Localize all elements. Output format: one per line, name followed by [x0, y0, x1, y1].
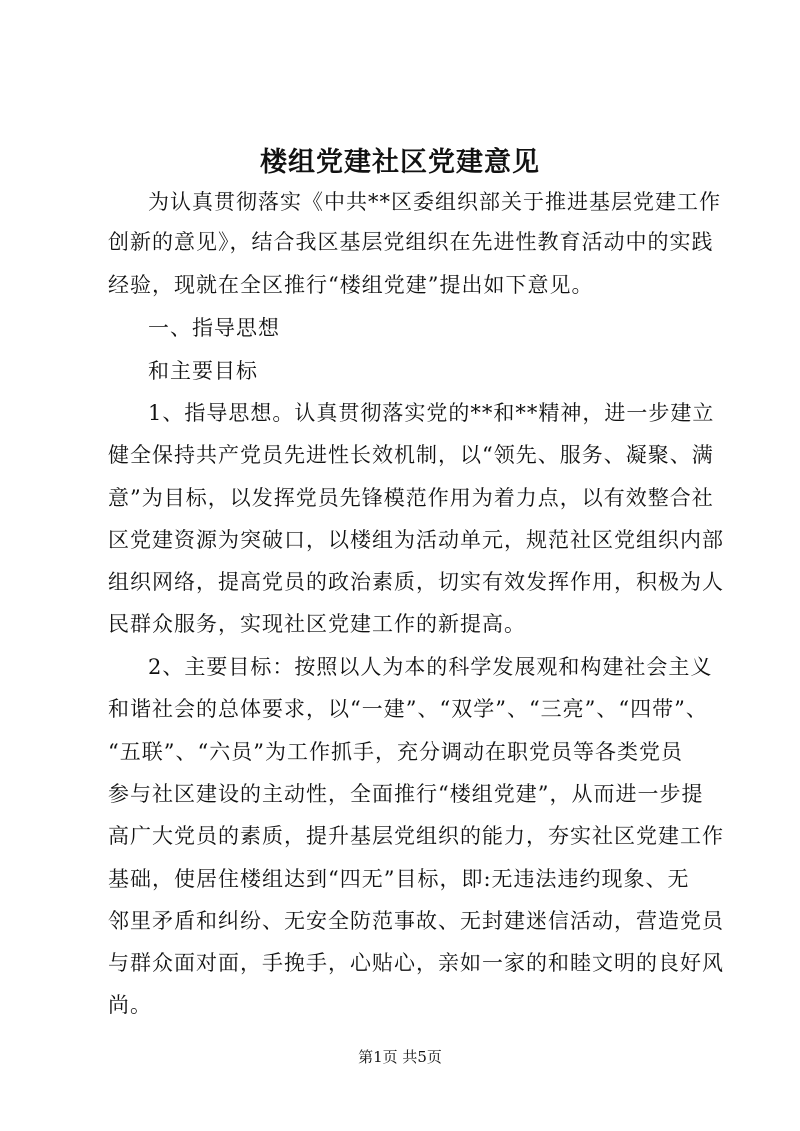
body-line-19: 与群众面对面，手挽手，心贴心，亲如一家的和睦文明的良好风 — [108, 951, 724, 975]
body-line-12: 2、主要目标：按照以人为本的科学发展观和构建社会主义 — [148, 655, 713, 679]
body-line-20: 尚。 — [108, 993, 152, 1017]
section-heading-1-cont: 和主要目标 — [148, 359, 258, 383]
body-line-6: 1、指导思想。认真贯彻落实党的**和**精神，进一步建立 — [148, 401, 715, 425]
body-line-14: “五联”、“六员”为工作抓手，充分调动在职党员等各类党员 — [108, 740, 683, 764]
body-line-7: 健全保持共产党员先进性长效机制，以“领先、服务、凝聚、满 — [108, 443, 714, 467]
section-heading-1: 一、指导思想 — [148, 316, 280, 340]
body-line-2: 创新的意见》，结合我区基层党组织在先进性教育活动中的实践 — [108, 230, 714, 254]
body-line-1: 为认真贯彻落实《中共**区委组织部关于推进基层党建工作 — [148, 190, 721, 214]
body-line-11: 民群众服务，实现社区党建工作的新提高。 — [108, 612, 526, 636]
document-title: 楼组党建社区党建意见 — [260, 147, 540, 178]
body-line-17: 基础，使居住楼组达到“四无”目标，即:无违法违约现象、无 — [108, 867, 690, 891]
body-line-9: 区党建资源为突破口，以楼组为活动单元，规范社区党组织内部 — [108, 528, 724, 552]
page-footer: 第1页 共5页 — [358, 1048, 442, 1066]
body-line-8: 意”为目标，以发挥党员先锋模范作用为着力点，以有效整合社 — [108, 486, 714, 510]
body-line-18: 邻里矛盾和纠纷、无安全防范事故、无封建迷信活动，营造党员 — [108, 909, 724, 933]
body-line-3: 经验，现就在全区推行“楼组党建”提出如下意见。 — [108, 273, 594, 297]
body-line-15: 参与社区建设的主动性，全面推行“楼组党建”，从而进一步提 — [108, 782, 704, 806]
body-line-10: 组织网络，提高党员的政治素质，切实有效发挥作用，积极为人 — [108, 570, 724, 594]
body-line-16: 高广大党员的素质，提升基层党组织的能力，夯实社区党建工作 — [108, 824, 724, 848]
body-line-13: 和谐社会的总体要求，以“一建”、“双学”、“三亮”、“四带”、 — [108, 697, 708, 721]
